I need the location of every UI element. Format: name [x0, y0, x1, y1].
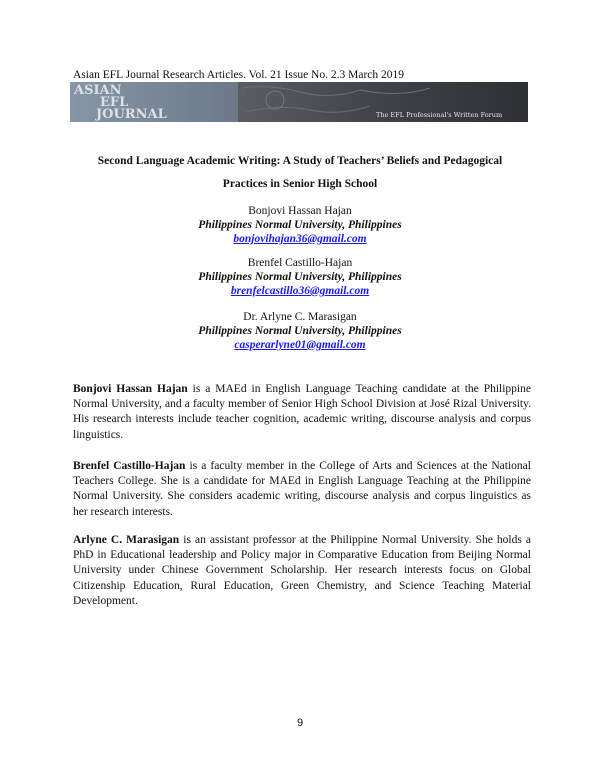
banner-logo-line1: ASIAN [74, 83, 122, 98]
journal-banner [70, 82, 528, 122]
author-bio-paragraph [73, 533, 531, 609]
bio-author-name: Arlyne C. Marasigan [73, 534, 180, 546]
author-name: Brenfel Castillo-Hajan [247, 257, 353, 269]
author-affiliation: Philippines Normal University, Philippines [198, 219, 402, 231]
author-affiliation: Philippines Normal University, Philippines [198, 271, 402, 283]
author-block [60, 310, 540, 352]
banner-logo-line2: EFL [100, 95, 129, 110]
author-block [60, 256, 540, 298]
bio-author-name: Bonjovi Hassan Hajan [73, 383, 188, 395]
author-bio-paragraph [73, 382, 531, 443]
banner-logo-line3: JOURNAL [96, 107, 167, 122]
author-email-link[interactable]: casperarlyne01@gmail.com [234, 339, 366, 351]
bio-author-name: Brenfel Castillo-Hajan [73, 460, 186, 472]
paper-title-line1: Second Language Academic Writing: A Study of Teachers’ Beliefs and Pedagogical [97, 155, 503, 167]
paper-title-line2: Practices in Senior High School [222, 178, 378, 190]
author-email-link[interactable]: brenfelcastillo36@gmail.com [230, 285, 370, 297]
bio-text: is a MAEd in English Language Teaching candidate at the Philippine Normal University, and a faculty member of Senior High School Division at José Rizal University. His research interests include teacher cognition, academic writing, discourse analysis and corpus linguistics. [73, 383, 531, 441]
bio-text: is an assistant professor at the Philippine Normal University. She holds a PhD in Educational leadership and Policy major in Comparative Education from Beijing Normal University under Chinese Government Scholarship. Her research interests focus on Global Citizenship Education, Rural Education, Green Chemistry, and Science Teaching Material Development. [73, 534, 532, 607]
page-number: 9 [296, 717, 304, 729]
author-affiliation: Philippines Normal University, Philippines [198, 325, 402, 337]
bio-text: is a faculty member in the College of Arts and Sciences at the National Teachers College. She is a candidate for MAEd in English Language Teaching at the Philippine Normal University. She considers academic writing, discourse analysis and corpus linguistics as her research interests. [73, 460, 531, 518]
author-block [60, 204, 540, 246]
author-email-link[interactable]: bonjovihajan36@gmail.com [233, 233, 367, 245]
running-head: Asian EFL Journal Research Articles. Vol. 21 Issue No. 2.3 March 2019 [73, 69, 405, 81]
banner-tagline: The EFL Professional's Written Forum [376, 111, 503, 119]
author-name: Bonjovi Hassan Hajan [248, 205, 352, 217]
author-bio-paragraph [73, 459, 531, 520]
author-name: Dr. Arlyne C. Marasigan [243, 311, 357, 323]
